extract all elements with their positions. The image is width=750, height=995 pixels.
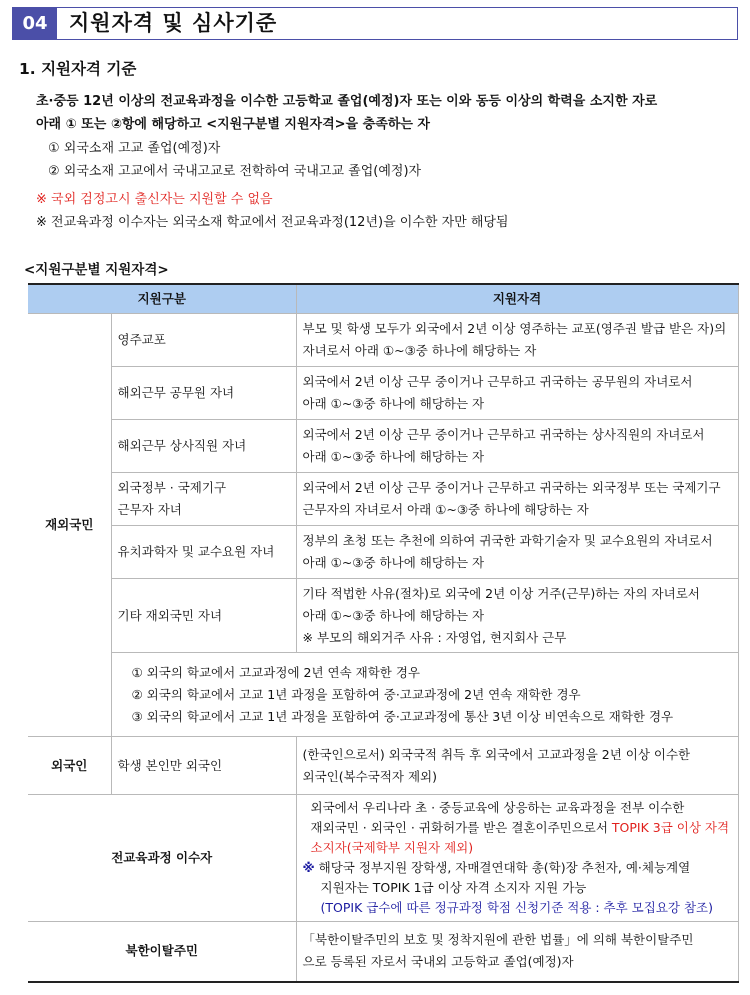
type-line: 근무자 자녀 — [117, 502, 182, 517]
topik-holder: 소지자 — [310, 840, 347, 855]
qualification-line: 외국인(복수국적자 제외) — [302, 768, 437, 784]
qualification-line: 외국에서 우리나라 초 · 중등교육에 상응하는 교육과정을 전부 이수한 — [310, 800, 685, 815]
qualification-cell — [296, 579, 738, 653]
qualification-line: 정부의 초청 또는 추천에 의하여 귀국한 과학기술자 및 교수요원의 자녀로서 — [302, 533, 713, 548]
type-cell — [111, 473, 296, 526]
type-cell: 해외근무 공무원 자녀 — [111, 367, 296, 420]
qualification-line: (한국인으로서) 외국국적 취득 후 외국에서 고교과정을 2년 이상 이수한 — [302, 746, 691, 762]
note-text: 해당국 정부지원 장학생, 자매결연대학 총(학)장 추천자, 예·체능계열 — [318, 860, 691, 875]
table-row — [28, 367, 738, 420]
header-qualification: 지원자격 — [296, 284, 738, 314]
qualification-line: 아래 ①~③중 하나에 해당하는 자 — [302, 396, 485, 411]
type-line: 외국정부 · 국제기구 — [117, 480, 227, 495]
qualification-cell — [296, 737, 738, 795]
table-row — [28, 314, 738, 367]
conditions-cell — [111, 653, 738, 737]
qualification-line: 부모 및 학생 모두가 외국에서 2년 이상 영주하는 교포(영주권 발급 받은 자)의 — [302, 321, 727, 336]
type-cell: 학생 본인만 외국인 — [111, 737, 296, 795]
table-row — [28, 420, 738, 473]
qualification-line: 근무자의 자녀로서 아래 ①~③중 하나에 해당하는 자 — [302, 502, 589, 517]
condition-item: ③ 외국의 학교에서 고교 1년 과정을 포함하여 중·고교과정에 통산 3년 이상 비연속으로 재학한 경우 — [131, 708, 674, 724]
section-title: 지원자격 및 심사기준 — [69, 11, 278, 35]
type-cell: 영주교포 — [111, 314, 296, 367]
qualification-cell — [296, 526, 738, 579]
note-full-course: ※ 전교육과정 이수자는 외국소재 학교에서 전교육과정(12년)을 이수한 자만 해당됨 — [36, 215, 509, 230]
category-foreigner: 외국인 — [28, 737, 111, 795]
qualification-line: 아래 ①~③중 하나에 해당하는 자 — [302, 555, 485, 570]
section-number: 04 — [13, 8, 57, 39]
category-full-course: 전교육과정 이수자 — [28, 795, 296, 922]
eligibility-item-2: ② 외국소재 고교에서 국내고교로 전학하여 국내고교 졸업(예정)자 — [48, 164, 422, 179]
category-defector: 북한이탈주민 — [28, 922, 296, 982]
qualification-line: 아래 ①~③중 하나에 해당하는 자 — [302, 607, 485, 623]
table-row — [28, 526, 738, 579]
qualification-text: 재외국민 · 외국인 · 귀화허가를 받은 결혼이주민으로서 — [310, 820, 612, 835]
qualification-cell — [296, 473, 738, 526]
note-line: 지원자는 TOPIK 1급 이상 자격 소지자 지원 가능 — [320, 880, 587, 895]
qualification-cell — [296, 795, 738, 922]
qualification-line — [303, 818, 732, 838]
qualification-cell — [296, 922, 738, 982]
eligibility-line-1: 초·중등 12년 이상의 전교육과정을 이수한 고등학교 졸업(예정)자 또는 이와 동등 이상의 학력을 소지한 자로 — [36, 94, 658, 109]
table-row — [28, 922, 738, 982]
type-cell: 기타 재외국민 자녀 — [111, 579, 296, 653]
qualification-line: 으로 등록된 자로서 국내외 고등학교 졸업(예정)자 — [302, 954, 574, 970]
table-row — [28, 653, 738, 737]
subsection-heading: 1. 지원자격 기준 — [19, 60, 137, 78]
qualification-cell — [296, 420, 738, 473]
type-cell: 유치과학자 및 교수요원 자녀 — [111, 526, 296, 579]
qualification-line: 자녀로서 아래 ①~③중 하나에 해당하는 자 — [302, 343, 537, 358]
category-overseas: 재외국민 — [28, 314, 111, 737]
condition-item: ① 외국의 학교에서 고교과정에 2년 연속 재학한 경우 — [131, 664, 420, 680]
table-row — [28, 473, 738, 526]
note-line — [303, 858, 732, 878]
qualification-line: 아래 ①~③중 하나에 해당하는 자 — [302, 449, 485, 464]
note-mark: ※ — [302, 860, 315, 875]
qualification-cell — [296, 314, 738, 367]
exclusion-note: (국제학부 지원자 제외) — [346, 840, 474, 855]
eligibility-item-1: ① 외국소재 고교 졸업(예정)자 — [48, 141, 221, 156]
header-category: 지원구분 — [28, 284, 296, 314]
table-row — [28, 795, 738, 922]
qualification-line — [303, 838, 732, 858]
qualification-line: 외국에서 2년 이상 근무 중이거나 근무하고 귀국하는 외국정부 또는 국제기구 — [302, 480, 721, 495]
qualification-line: 기타 적법한 사유(절차)로 외국에 2년 이상 거주(근무)하는 자의 자녀로서 — [302, 585, 700, 601]
qualification-line: 「북한이탈주민의 보호 및 정착지원에 관한 법률」에 의해 북한이탈주민 — [302, 932, 694, 948]
table-row — [28, 737, 738, 795]
topik-requirement: TOPIK 3급 이상 자격 — [611, 820, 730, 835]
table-title: <지원구분별 지원자격> — [24, 262, 169, 278]
table-row — [28, 579, 738, 653]
table-header-row — [28, 284, 738, 314]
qualification-line: 외국에서 2년 이상 근무 중이거나 근무하고 귀국하는 상사직원의 자녀로서 — [302, 427, 705, 442]
eligibility-line-2: 아래 ① 또는 ②항에 해당하고 <지원구분별 지원자격>을 충족하는 자 — [36, 117, 430, 132]
eligibility-table — [28, 283, 739, 983]
qualification-line: 외국에서 2년 이상 근무 중이거나 근무하고 귀국하는 공무원의 자녀로서 — [302, 374, 693, 389]
type-cell: 해외근무 상사직원 자녀 — [111, 420, 296, 473]
qualification-note: ※ 부모의 해외거주 사유 : 자영업, 현지회사 근무 — [302, 629, 567, 645]
qualification-cell — [296, 367, 738, 420]
section-header — [12, 7, 738, 40]
note-exam-excluded: ※ 국외 검정고시 출신자는 지원할 수 없음 — [36, 192, 273, 207]
note-line: (TOPIK 급수에 따른 정규과정 학점 신청기준 적용 : 추후 모집요강 참조) — [320, 900, 713, 915]
condition-item: ② 외국의 학교에서 고교 1년 과정을 포함하여 중·고교과정에 2년 연속 재학한 경우 — [131, 686, 581, 702]
